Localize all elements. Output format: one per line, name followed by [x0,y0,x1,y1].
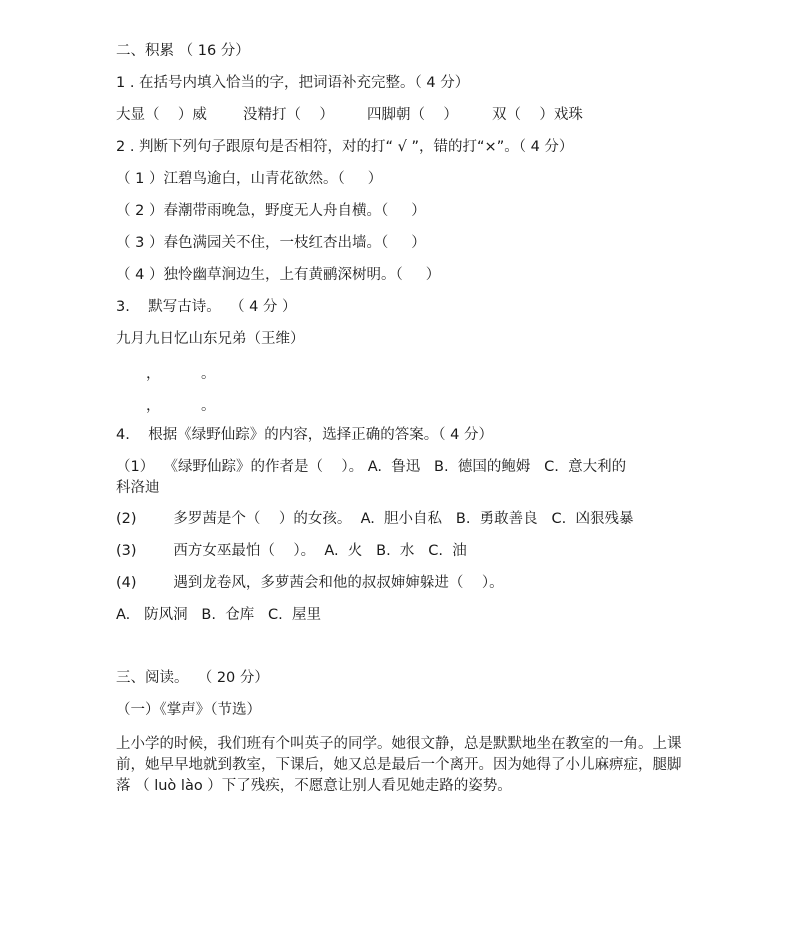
question-1-prompt: 1 . 在括号内填入恰当的字，把词语补充完整。（ 4 分） [116,75,470,91]
judge-item: （ 1 ）江碧鸟逾白，山青花欲然。（ ） [116,171,383,187]
judge-item: （ 2 ）春潮带雨晚急，野度无人舟自横。（ ） [116,203,426,219]
poem-blank-comma: ， [146,398,161,414]
poem-blank-period: 。 [201,398,216,414]
passage-title: （一）《掌声》（节选） [116,702,261,718]
choice-item-3: (3) 西方女巫最怕（ ）。 A. 火 B. 水 C. 油 [116,543,467,559]
poem-blank-comma: ， [146,366,161,382]
question-3-prompt: 3. 默写古诗。 （ 4 分 ） [116,299,297,315]
choice-item-4: (4) 遇到龙卷风，多萝茜会和他的叔叔婶婶躲进（ ）。 [116,575,504,591]
passage-text: 上小学的时候，我们班有个叫英子的同学。她很文静，总是默默地坐在教室的一角。上课前，她早早地就到教室，下课后，她又总是最后一个离开。因为她得了小儿麻痹症，腿脚 落 （ luò lào ）下了残疾，不愿意让别人看见她走路的姿势。 [116,736,682,794]
poem-title: 九月九日忆山东兄弟（王维） [116,331,305,347]
choice-item-2: (2) 多罗茜是个（ ）的女孩。 A. 胆小自私 B. 勇敢善良 C. 凶狠残暴 [116,511,634,527]
judge-item: （ 3 ）春色满园关不住，一枝红杏出墙。（ ） [116,235,426,251]
question-2-prompt: 2 . 判断下列句子跟原句是否相符，对的打“ √ ”，错的打“×”。（ 4 分） [116,139,574,155]
judge-item: （ 4 ）独怜幽草涧边生，上有黄鹂深树明。（ ） [116,267,441,283]
section-3-title: 三、阅读。 （ 20 分） [116,670,269,686]
section-2-title: 二、积累 （ 16 分） [116,43,250,59]
fill-blank-item: 大显（ ）威 [116,107,207,123]
poem-blank-period: 。 [201,366,216,382]
choice-item-4-options: A. 防风洞 B. 仓库 C. 屋里 [116,607,321,623]
question-4-prompt: 4. 根据《绿野仙踪》的内容，选择正确的答案。（ 4 分） [116,427,493,443]
choice-item-1: （1） 《绿野仙踪》的作者是（ ）。 A. 鲁迅 B. 德国的鲍姆 C. 意大利的 [116,459,627,475]
fill-blank-item: 双（ ）戏珠 [492,107,583,123]
fill-blank-item: 没精打（ ） [243,107,334,123]
choice-item-1-continued: 科洛迪 [116,480,160,496]
fill-blank-item: 四脚朝（ ） [367,107,458,123]
